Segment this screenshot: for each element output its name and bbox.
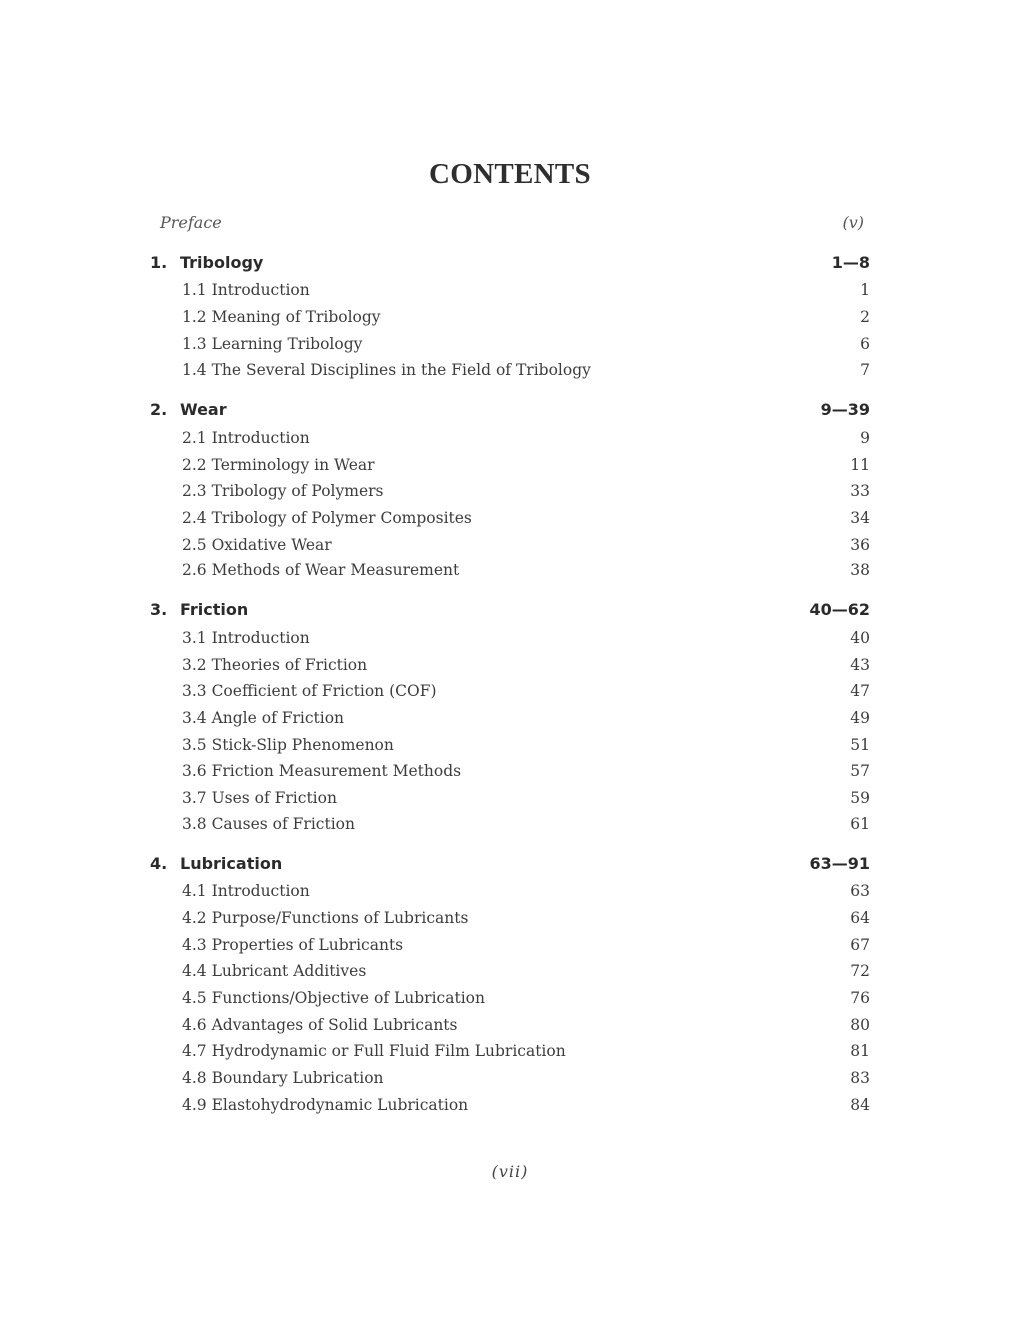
toc-entry-title: 1.2 Meaning of Tribology [182, 308, 381, 326]
toc-entry [150, 758, 870, 784]
chapter-number: 3. [150, 600, 168, 619]
toc-entry [150, 905, 870, 931]
toc-entry [150, 532, 870, 558]
toc-entry-title: 4.3 Properties of Lubricants [182, 936, 404, 954]
toc-entry [150, 1065, 870, 1091]
toc-entry [150, 425, 870, 451]
chapter-pages: 63—91 [809, 854, 870, 873]
chapter-title: Lubrication [180, 854, 283, 873]
chapter-number: 4. [150, 854, 168, 873]
toc-entry-page: 80 [850, 1016, 870, 1034]
toc-entry-title: 1.1 Introduction [182, 281, 310, 299]
toc-entry-page: 83 [850, 1069, 870, 1087]
toc-entry [150, 932, 870, 958]
toc-entry [150, 452, 870, 478]
toc-entry-page: 2 [860, 308, 870, 326]
toc-entry-page: 38 [850, 561, 870, 579]
toc-entry [150, 878, 870, 904]
toc-entry-page: 34 [850, 509, 870, 527]
toc-entry-title: 3.4 Angle of Friction [182, 709, 345, 727]
chapter-number: 1. [150, 253, 168, 272]
toc-entry [150, 625, 870, 651]
toc-entry-title: 4.5 Functions/Objective of Lubrication [182, 989, 485, 1007]
page-title: CONTENTS [429, 158, 591, 190]
toc-entry-page: 76 [850, 989, 870, 1007]
toc-entry [150, 958, 870, 984]
toc-entry-page: 51 [850, 736, 870, 754]
toc-entry-page: 64 [850, 909, 870, 927]
toc-entry [150, 357, 870, 383]
toc-entry [150, 985, 870, 1011]
toc-entry-title: 2.2 Terminology in Wear [182, 456, 375, 474]
toc-entry [150, 1092, 870, 1118]
toc-entry-title: 2.5 Oxidative Wear [182, 536, 332, 554]
chapter-title: Friction [180, 600, 249, 619]
toc-entry-title: 4.1 Introduction [182, 882, 310, 900]
toc-entry-title: 3.6 Friction Measurement Methods [182, 762, 462, 780]
toc-entry [150, 811, 870, 837]
chapter-heading [150, 397, 870, 423]
toc-entry-page: 47 [850, 682, 870, 700]
toc-entry [150, 505, 870, 531]
toc-entry-page: 33 [850, 482, 870, 500]
toc-entry-title: 3.7 Uses of Friction [182, 789, 337, 807]
toc-entry [150, 1038, 870, 1064]
chapter-pages: 9—39 [820, 400, 870, 419]
toc-entry-page: 7 [860, 361, 870, 379]
toc-entry-title: 2.1 Introduction [182, 429, 310, 447]
toc-entry-title: 4.9 Elastohydrodynamic Lubrication [182, 1096, 469, 1114]
toc-entry-title: 4.6 Advantages of Solid Lubricants [182, 1016, 458, 1034]
toc-entry-page: 81 [850, 1042, 870, 1060]
toc-entry-title: 4.2 Purpose/Functions of Lubricants [182, 909, 469, 927]
toc-entry [150, 277, 870, 303]
toc-entry-title: 3.8 Causes of Friction [182, 815, 355, 833]
toc-entry-page: 59 [850, 789, 870, 807]
toc-entry-title: 3.1 Introduction [182, 629, 310, 647]
toc-entry [150, 705, 870, 731]
toc-entry [150, 557, 870, 583]
chapter-pages: 40—62 [809, 600, 870, 619]
toc-entry [150, 732, 870, 758]
toc-entry-title: 2.3 Tribology of Polymers [182, 482, 384, 500]
chapter-number: 2. [150, 400, 168, 419]
toc-entry-page: 61 [850, 815, 870, 833]
toc-entry-title: 3.5 Stick-Slip Phenomenon [182, 736, 394, 754]
chapter-heading [150, 597, 870, 623]
toc-entry-title: 4.8 Boundary Lubrication [182, 1069, 384, 1087]
toc-entry [150, 1012, 870, 1038]
toc-entry-page: 40 [850, 629, 870, 647]
chapter-title: Wear [180, 400, 227, 419]
toc-entry-page: 57 [850, 762, 870, 780]
toc-entry [150, 331, 870, 357]
toc-entry-title: 3.2 Theories of Friction [182, 656, 368, 674]
chapter-title: Tribology [180, 253, 264, 272]
toc-entry-page: 6 [860, 335, 870, 353]
toc-entry [150, 678, 870, 704]
toc-entry-title: 2.4 Tribology of Polymer Composites [182, 509, 472, 527]
toc-entry-title: 2.6 Methods of Wear Measurement [182, 561, 460, 579]
toc-entry-page: (v) [842, 213, 864, 232]
toc-entry-page: 84 [850, 1096, 870, 1114]
toc-entry-page: 67 [850, 936, 870, 954]
toc-entry-title: 4.4 Lubricant Additives [182, 962, 367, 980]
toc-entry-page: 43 [850, 656, 870, 674]
toc-entry-title: 1.4 The Several Disciplines in the Field of Tribology [182, 361, 591, 379]
chapter-heading [150, 851, 870, 877]
toc-entry [150, 478, 870, 504]
chapter-pages: 1—8 [831, 253, 870, 272]
toc-entry-title: 3.3 Coefficient of Friction (COF) [182, 682, 437, 700]
toc-entry-page: 9 [860, 429, 870, 447]
toc-entry-page: 36 [850, 536, 870, 554]
page-number: (vii) [491, 1162, 529, 1181]
toc-entry [150, 785, 870, 811]
toc-entry [150, 652, 870, 678]
toc-entry-page: 49 [850, 709, 870, 727]
toc-entry-page: 1 [860, 281, 870, 299]
toc-entry-preface [150, 210, 870, 236]
toc-entry-title: 1.3 Learning Tribology [182, 335, 363, 353]
toc-entry-title: 4.7 Hydrodynamic or Full Fluid Film Lubrication [182, 1042, 566, 1060]
toc-entry-title: Preface [160, 213, 222, 232]
toc-entry-page: 63 [850, 882, 870, 900]
chapter-heading [150, 250, 870, 276]
toc-entry-page: 72 [850, 962, 870, 980]
toc-entry [150, 304, 870, 330]
toc-entry-page: 11 [850, 456, 870, 474]
